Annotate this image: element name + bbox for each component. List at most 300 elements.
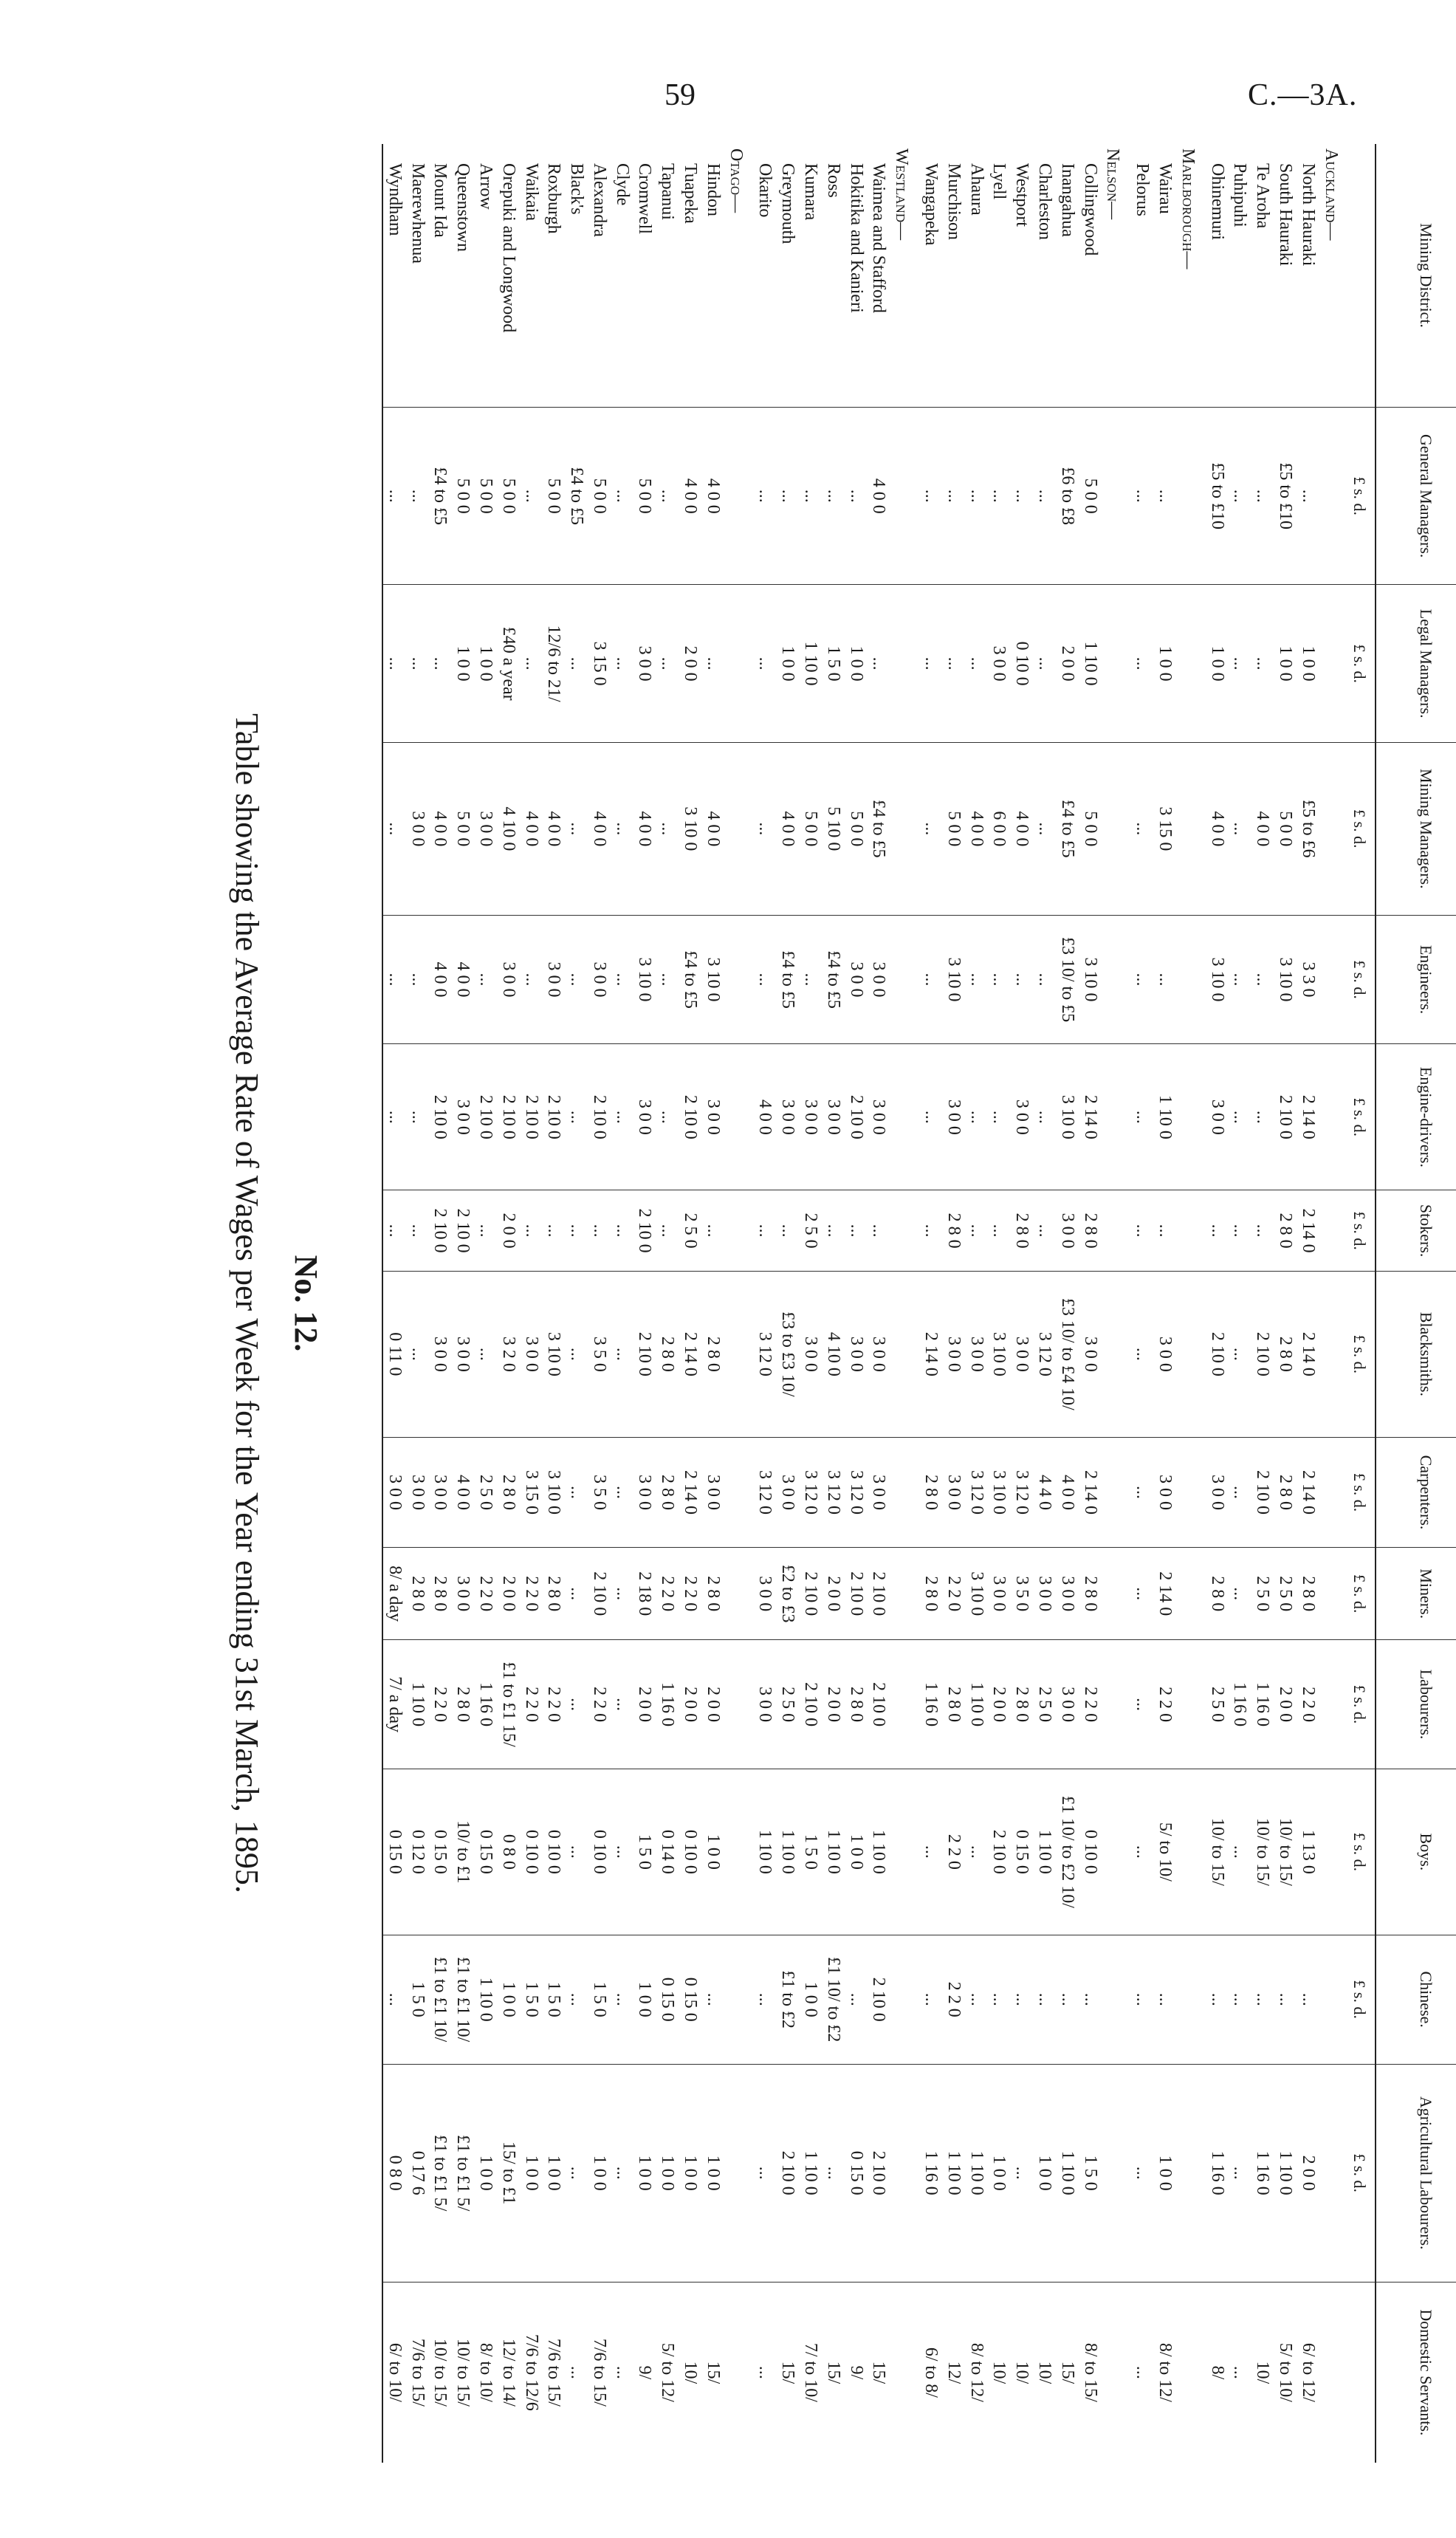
wage-cell: 3 0 0 <box>1056 1640 1079 1769</box>
wage-cell: ... <box>965 915 988 1044</box>
table-row <box>822 144 845 2463</box>
wage-cell: 3 10 0 <box>988 1271 1011 1437</box>
empty-cell <box>1102 1640 1131 1769</box>
wage-cell: ... <box>754 742 777 915</box>
wage-cell: ... <box>656 585 679 743</box>
wage-cell: 2 10 0 <box>588 1548 611 1640</box>
wage-cell: ... <box>1033 1190 1056 1272</box>
wage-cell: ... <box>1251 408 1274 585</box>
wage-cell: 4 0 0 <box>868 408 890 585</box>
wage-cell: ... <box>822 408 845 585</box>
wage-cell: 0 15 0 <box>679 1935 701 2064</box>
wage-cell: ... <box>520 1190 543 1272</box>
wage-cell: 1 0 0 <box>845 585 868 743</box>
wage-cell: ... <box>1229 1044 1251 1190</box>
wage-cell: 1 0 0 <box>588 2064 611 2282</box>
wage-cell: 5 0 0 <box>845 742 868 915</box>
district-name: North Hauraki <box>1297 144 1319 408</box>
empty-cell <box>724 1935 754 2064</box>
wage-cell: 3 0 0 <box>474 742 497 915</box>
district-name: Hindon <box>701 144 724 408</box>
wage-cell: 5 0 0 <box>451 408 474 585</box>
wage-cell: ... <box>567 2365 587 2379</box>
wage-cell: 2 2 0 <box>520 1548 543 1640</box>
district-name: Cromwell <box>633 144 656 408</box>
table-row <box>611 144 633 2463</box>
unit-cell: £ s. d. <box>1349 1190 1376 1272</box>
wage-cell: 5/ to 12/ <box>658 2342 678 2402</box>
wage-cell: ... <box>1130 742 1153 915</box>
wage-cell: ... <box>406 1271 429 1437</box>
district-name: Charleston <box>1033 144 1056 408</box>
wage-cell: 2 14 0 <box>1297 1044 1319 1190</box>
wage-cell: ... <box>1010 2064 1033 2282</box>
district-name: South Hauraki <box>1274 144 1297 408</box>
wage-cell: 1 10 0 <box>965 1640 988 1769</box>
wage-cell: ... <box>776 1190 799 1272</box>
column-header: Agricultural Labourers. <box>1376 2064 1456 2282</box>
wage-cell: 3 12 0 <box>965 1437 988 1548</box>
wage-cell: ... <box>776 408 799 585</box>
table-row <box>565 144 588 2463</box>
wage-cell: ... <box>656 742 679 915</box>
column-header: Legal Managers. <box>1376 585 1456 743</box>
wage-cell: ... <box>1274 1935 1297 2064</box>
wage-cell: 2 8 0 <box>919 1437 942 1548</box>
empty-cell <box>1319 1271 1349 1437</box>
wage-cell: 1 0 0 <box>1153 585 1176 743</box>
wage-cell: 3 0 0 <box>1206 1044 1229 1190</box>
wage-cell: 1 0 0 <box>451 585 474 743</box>
wage-cell: 3 0 0 <box>1010 1271 1033 1437</box>
wage-cell: 3 15 0 <box>520 1437 543 1548</box>
district-name: Collingwood <box>1079 144 1102 408</box>
district-name: Ahaura <box>965 144 988 408</box>
unit-cell: £ s. d. <box>1349 1935 1376 2064</box>
column-header: Mining Managers. <box>1376 742 1456 915</box>
empty-cell <box>724 915 754 1044</box>
table-row <box>942 144 965 2463</box>
region-name: Nelson— <box>1102 144 1131 408</box>
wage-cell: ... <box>919 1769 942 1935</box>
wage-cell: 2 0 0 <box>822 1548 845 1640</box>
empty-cell <box>724 1640 754 1769</box>
wage-cell: 10/ <box>1253 2361 1273 2384</box>
district-name: Pelorus <box>1130 144 1153 408</box>
wage-cell: 2 8 0 <box>845 1640 868 1769</box>
wage-cell: ... <box>754 585 777 743</box>
wage-cell: 2 10 0 <box>429 1044 452 1190</box>
wage-cell: 2 10 0 <box>1251 1437 1274 1548</box>
wage-cell: ... <box>1130 2064 1153 2282</box>
table-row <box>965 144 988 2463</box>
wage-cell: 2 5 0 <box>679 1190 701 1272</box>
wage-cell: 1 10 0 <box>1153 1044 1176 1190</box>
wage-cell: 5 0 0 <box>799 742 822 915</box>
column-header: Carpenters. <box>1376 1437 1456 1548</box>
unit-cell: £ s. d. <box>1349 1044 1376 1190</box>
wage-cell: ... <box>1229 1437 1251 1548</box>
empty-cell <box>1319 742 1349 915</box>
wage-cell: ... <box>1033 1935 1056 2064</box>
wages-table <box>382 144 1456 2463</box>
wage-cell: 6/ to 8/ <box>921 2347 941 2398</box>
empty-cell <box>724 1548 754 1640</box>
wage-cell: ... <box>565 1271 588 1437</box>
wage-cell: 2 5 0 <box>474 1437 497 1548</box>
wage-cell: ... <box>1229 742 1251 915</box>
wage-cell: ... <box>611 1271 633 1437</box>
wage-cell: 2 0 0 <box>822 1640 845 1769</box>
wage-cell: 1 10 0 <box>799 585 822 743</box>
wage-cell: 5 0 0 <box>1079 742 1102 915</box>
wage-cell: 3 12 0 <box>845 1437 868 1548</box>
wage-cell: £4 to £5 <box>1056 742 1079 915</box>
wage-cell: 2 10 0 <box>633 1190 656 1272</box>
district-name: Alexandra <box>588 144 611 408</box>
wage-cell: 1 0 0 <box>543 2064 566 2282</box>
wage-cell: 5 0 0 <box>451 742 474 915</box>
wage-cell: 1 0 0 <box>679 2064 701 2282</box>
wage-cell: ... <box>919 915 942 1044</box>
wage-cell: 2 2 0 <box>1297 1640 1319 1769</box>
wage-cell: 2 8 0 <box>656 1437 679 1548</box>
wage-cell: ... <box>429 585 452 743</box>
unit-cell: £ s. d. <box>1349 408 1376 585</box>
wage-cell: 5 0 0 <box>633 408 656 585</box>
wage-cell: ... <box>845 1190 868 1272</box>
wage-cell: 2 8 0 <box>1274 1271 1297 1437</box>
empty-cell <box>1176 585 1206 743</box>
wage-cell: 15/ <box>823 2361 843 2384</box>
wage-cell: 2 2 0 <box>942 1548 965 1640</box>
wage-cell: 2 5 0 <box>1251 1548 1274 1640</box>
empty-cell <box>890 1271 919 1437</box>
table-row <box>1251 144 1274 2463</box>
empty-cell <box>890 742 919 915</box>
wage-cell: 2 10 0 <box>799 1548 822 1640</box>
wage-cell: 0 15 0 <box>429 1769 452 1935</box>
wage-cell: 1 0 0 <box>633 2064 656 2282</box>
table-row <box>1010 144 1033 2463</box>
wage-cell: 15/ <box>778 2361 798 2384</box>
wage-cell: 0 15 0 <box>382 1769 406 1935</box>
empty-cell <box>1102 1935 1131 2064</box>
empty-cell <box>1319 1769 1349 1935</box>
rotated-table-block <box>162 144 1456 2463</box>
wage-cell: 3 10 0 <box>942 915 965 1044</box>
district-name: Ohinemuri <box>1206 144 1229 408</box>
district-name: Wyndham <box>382 144 406 408</box>
wage-cell: £3 to £3 10/ <box>776 1271 799 1437</box>
wage-cell: £4 to £5 <box>868 742 890 915</box>
wage-cell: ... <box>1206 1190 1229 1272</box>
wage-cell: 3 0 0 <box>633 585 656 743</box>
empty-cell <box>1319 1044 1349 1190</box>
wage-cell: 10/ <box>1012 2361 1032 2384</box>
district-name: Clyde <box>611 144 633 408</box>
wage-cell: ... <box>382 742 406 915</box>
district-name: Wairau <box>1153 144 1176 408</box>
empty-cell <box>1102 585 1131 743</box>
wage-cell: 3 5 0 <box>1010 1548 1033 1640</box>
empty-cell <box>1176 2282 1206 2463</box>
wage-cell: 2 2 0 <box>429 1640 452 1769</box>
wage-cell: £3 10/ to £4 10/ <box>1056 1271 1079 1437</box>
wage-cell: 3 10 0 <box>1056 1044 1079 1190</box>
wage-cell: 4 10 0 <box>497 742 520 915</box>
wage-cell: 4 0 0 <box>588 742 611 915</box>
empty-cell <box>1176 1640 1206 1769</box>
unit-cell: £ s. d. <box>1349 1548 1376 1640</box>
wage-cell: 1 10 0 <box>1079 585 1102 743</box>
table-row <box>656 144 679 2463</box>
empty-cell <box>890 408 919 585</box>
empty-cell <box>890 2064 919 2282</box>
wage-cell: 3 0 0 <box>868 915 890 1044</box>
wage-cell: 3 0 0 <box>382 1437 406 1548</box>
wage-cell: 2 10 0 <box>1251 1271 1274 1437</box>
wage-cell: 1 0 0 <box>845 1769 868 1935</box>
empty-cell <box>1176 1769 1206 1935</box>
empty-cell <box>724 1044 754 1190</box>
empty-cell <box>1176 1935 1206 2064</box>
wage-cell: 1 16 0 <box>1251 2064 1274 2282</box>
empty-cell <box>1102 1271 1131 1437</box>
wage-cell: 1 0 0 <box>1033 2064 1056 2282</box>
wage-cell: 4 0 0 <box>679 408 701 585</box>
wage-cell: ... <box>988 1935 1011 2064</box>
wage-cell: 1 10 0 <box>942 2064 965 2282</box>
wage-cell: 4 0 0 <box>520 742 543 915</box>
wage-cell: 1 0 0 <box>474 2064 497 2282</box>
wage-cell: ... <box>611 742 633 915</box>
wage-cell: ... <box>565 1935 588 2064</box>
wage-cell: 0 8 0 <box>382 2064 406 2282</box>
empty-cell <box>1102 915 1131 1044</box>
wage-cell: 2 8 0 <box>1010 1640 1033 1769</box>
wage-cell: 3 5 0 <box>588 1437 611 1548</box>
wage-cell: £1 to £1 10/ <box>429 1935 452 2064</box>
wage-cell: 0 15 0 <box>474 1769 497 1935</box>
wage-cell: 3 0 0 <box>1206 1437 1229 1548</box>
wage-cell: ... <box>754 1190 777 1272</box>
wage-cell: 2 2 0 <box>588 1640 611 1769</box>
wage-cell: 2 10 0 <box>845 1044 868 1190</box>
wage-cell: 0 15 0 <box>845 2064 868 2282</box>
wage-cell: ... <box>1153 1935 1176 2064</box>
wage-cell: 5 0 0 <box>588 408 611 585</box>
wage-cell: 3 0 0 <box>868 1044 890 1190</box>
empty-cell <box>724 408 754 585</box>
district-name: Queenstown <box>451 144 474 408</box>
district-name: Tuapeka <box>679 144 701 408</box>
wage-cell: ... <box>1033 585 1056 743</box>
wage-cell: 2 8 0 <box>429 1548 452 1640</box>
wage-cell: ... <box>1010 1935 1033 2064</box>
wage-cell: £1 to £1 5/ <box>451 2064 474 2282</box>
wage-cell: 4 0 0 <box>1010 742 1033 915</box>
region-row <box>724 144 754 2463</box>
wage-cell: 2 8 0 <box>1079 1190 1102 1272</box>
table-row <box>701 144 724 2463</box>
region-name: Otago— <box>724 144 754 408</box>
wage-cell: 6/ to 12/ <box>1298 2342 1318 2402</box>
empty-cell <box>890 1044 919 1190</box>
wage-cell: 8/ a day <box>382 1548 406 1640</box>
wage-cell: ... <box>406 408 429 585</box>
table-row <box>1229 144 1251 2463</box>
wage-cell: ... <box>611 1548 633 1640</box>
table-row <box>474 144 497 2463</box>
wage-cell: 2 14 0 <box>919 1271 942 1437</box>
table-title: Table showing the Average Rate of Wages per Week for the Year ending 31st March, 1895. <box>229 713 265 1893</box>
wage-cell: 3 0 0 <box>845 1271 868 1437</box>
wage-cell: ... <box>565 1548 588 1640</box>
wage-cell: 2 10 0 <box>799 1640 822 1769</box>
wage-cell: 3 0 0 <box>633 1437 656 1548</box>
wage-cell: 3 12 0 <box>754 1271 777 1437</box>
wage-cell: 2 2 0 <box>679 1548 701 1640</box>
wage-cell: 3 10 0 <box>701 915 724 1044</box>
wage-cell: ... <box>611 1044 633 1190</box>
empty-cell <box>1319 1548 1349 1640</box>
column-header: Domestic Servants. <box>1376 2282 1456 2463</box>
wage-cell: 0 17 6 <box>406 2064 429 2282</box>
wage-cell: 2 10 0 <box>429 1190 452 1272</box>
district-name: Kumara <box>799 144 822 408</box>
wage-cell: 1 0 0 <box>633 1935 656 2064</box>
empty-cell <box>724 742 754 915</box>
wage-cell: 7/ a day <box>382 1640 406 1769</box>
wage-cell: ... <box>754 915 777 1044</box>
wage-cell: 2 8 0 <box>451 1640 474 1769</box>
empty-cell <box>1102 2282 1131 2463</box>
wage-cell: ... <box>1130 1935 1153 2064</box>
wage-cell: 3 0 0 <box>754 1548 777 1640</box>
district-name: Roxburgh <box>543 144 566 408</box>
table-row <box>919 144 942 2463</box>
wage-cell: ... <box>1130 1548 1153 1640</box>
wage-cell: 3 10 0 <box>988 1437 1011 1548</box>
wage-cell: 2 10 0 <box>543 1044 566 1190</box>
wage-cell: 1 10 0 <box>799 2064 822 2282</box>
wage-cell: 2 0 0 <box>1056 585 1079 743</box>
wage-cell: 2 10 0 <box>679 1044 701 1190</box>
region-row <box>890 144 919 2463</box>
wage-cell: 4 0 0 <box>1251 742 1274 915</box>
wage-cell: ... <box>611 1190 633 1272</box>
district-name: Murchison <box>942 144 965 408</box>
region-row <box>1319 144 1349 2463</box>
wage-cell: 2 5 0 <box>1033 1640 1056 1769</box>
wage-cell: ... <box>822 2064 845 2282</box>
wage-cell: 2 10 0 <box>868 1640 890 1769</box>
table-row <box>845 144 868 2463</box>
column-header: Blacksmiths. <box>1376 1271 1456 1437</box>
table-row <box>543 144 566 2463</box>
wage-cell: 3 0 0 <box>776 1437 799 1548</box>
wage-cell: 2 10 0 <box>633 1271 656 1437</box>
district-name: Ross <box>822 144 845 408</box>
wage-cell: 1 10 0 <box>776 1769 799 1935</box>
empty-cell <box>1102 1190 1131 1272</box>
wage-cell: ... <box>565 1640 588 1769</box>
wage-cell: 3 0 0 <box>429 1271 452 1437</box>
wage-cell: 2 8 0 <box>701 1271 724 1437</box>
wage-cell: 5 0 0 <box>1274 742 1297 915</box>
region-name: Westland— <box>890 144 919 408</box>
wage-cell: ... <box>868 1190 890 1272</box>
empty-cell <box>890 915 919 1044</box>
wage-cell: 2 8 0 <box>1079 1548 1102 1640</box>
wage-cell: £40 a year <box>497 585 520 743</box>
wage-cell: ... <box>755 2365 775 2379</box>
wage-cell: 1 0 0 <box>1297 585 1319 743</box>
empty-cell <box>1319 2282 1349 2463</box>
region-row <box>1176 144 1206 2463</box>
wage-cell: 3 0 0 <box>429 1437 452 1548</box>
empty-cell <box>1102 1437 1131 1548</box>
wage-cell: 5 0 0 <box>543 408 566 585</box>
empty-cell <box>1176 1190 1206 1272</box>
wage-cell: 2 10 0 <box>451 1190 474 1272</box>
wage-cell: ... <box>1251 585 1274 743</box>
wage-cell: ... <box>1229 2064 1251 2282</box>
wage-cell: 3 12 0 <box>822 1437 845 1548</box>
wage-cell: 1 0 0 <box>701 1769 724 1935</box>
wage-cell: ... <box>1130 1271 1153 1437</box>
wage-cell: 1 5 0 <box>822 585 845 743</box>
wage-cell: 2 2 0 <box>474 1548 497 1640</box>
wage-cell: 2 2 0 <box>942 1769 965 1935</box>
empty-cell <box>1319 1640 1349 1769</box>
column-header: Stokers. <box>1376 1190 1456 1272</box>
wage-cell: 3 0 0 <box>868 1271 890 1437</box>
wage-cell: £3 10/ to £5 <box>1056 915 1079 1044</box>
wage-cell: 1 13 0 <box>1297 1769 1319 1935</box>
wage-cell: 3 10 0 <box>543 1271 566 1437</box>
wage-cell: 3 0 0 <box>799 1271 822 1437</box>
empty-cell <box>890 1935 919 2064</box>
wage-cell: 7/6 to 15/ <box>544 2338 564 2407</box>
wage-cell: ... <box>611 408 633 585</box>
wage-cell: ... <box>965 585 988 743</box>
wage-cell: 1 5 0 <box>633 1769 656 1935</box>
wage-cell: ... <box>942 585 965 743</box>
column-header: Miners. <box>1376 1548 1456 1640</box>
empty-cell <box>890 1640 919 1769</box>
wage-cell: 3 0 0 <box>701 1044 724 1190</box>
wage-cell: 6/ to 10/ <box>385 2342 405 2402</box>
wage-cell: ... <box>799 408 822 585</box>
table-row <box>451 144 474 2463</box>
district-name: Black's <box>565 144 588 408</box>
wage-cell: ... <box>520 585 543 743</box>
empty-cell <box>1102 742 1131 915</box>
wage-cell: 15/ <box>1057 2361 1077 2384</box>
wage-cell: ... <box>382 1044 406 1190</box>
wage-cell: £4 to £5 <box>429 408 452 585</box>
wage-cell: ... <box>611 1769 633 1935</box>
wage-cell: 1 0 0 <box>988 2064 1011 2282</box>
table-row <box>588 144 611 2463</box>
wage-cell: ... <box>988 408 1011 585</box>
wage-cell: 2 0 0 <box>679 1640 701 1769</box>
wage-cell: 3 12 0 <box>754 1437 777 1548</box>
wage-cell: £5 to £6 <box>1297 742 1319 915</box>
wage-cell: 7/6 to 12/6 <box>521 2333 541 2411</box>
